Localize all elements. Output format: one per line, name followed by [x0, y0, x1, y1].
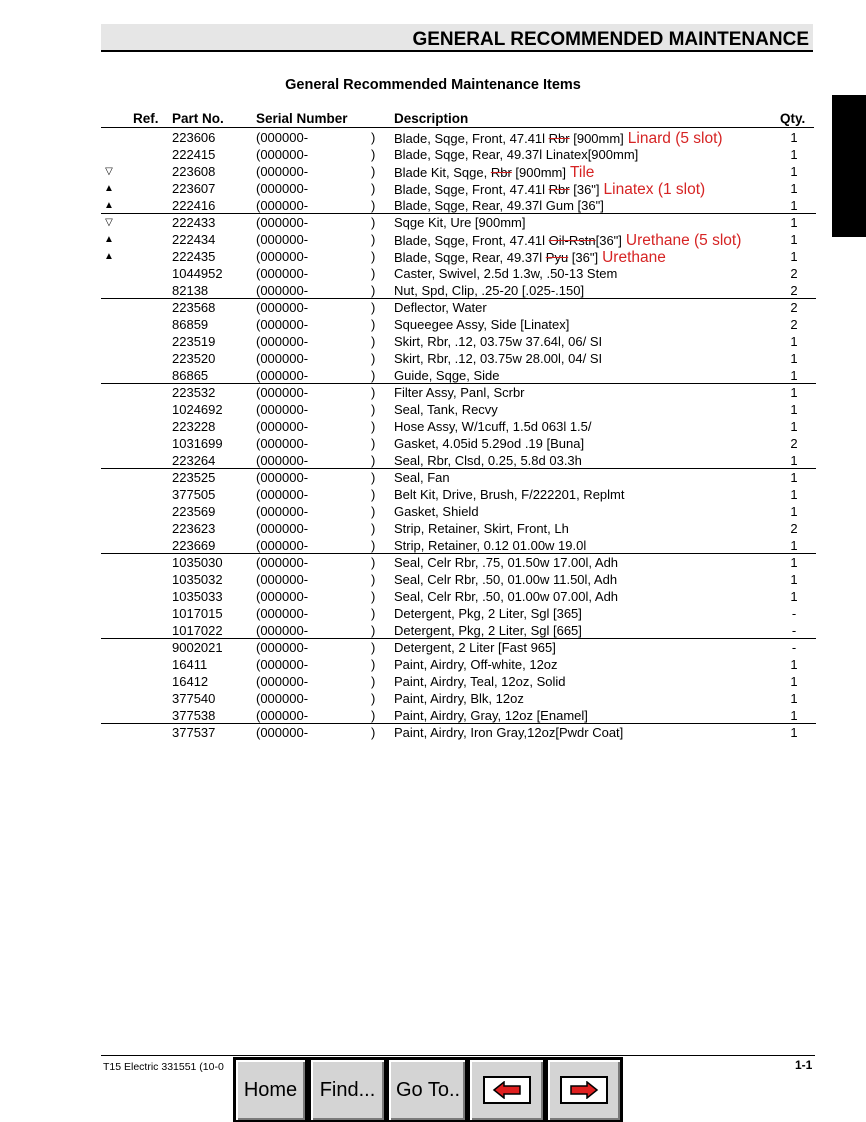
part-number: 16412 — [172, 674, 209, 689]
arrow-right-icon — [560, 1076, 608, 1104]
page-number: 1-1 — [795, 1058, 813, 1072]
description-text: Blade Kit, Sqge, — [394, 165, 491, 180]
group-divider — [101, 723, 816, 724]
serial-number: (000000- — [256, 691, 309, 706]
quantity: 1 — [790, 147, 798, 162]
serial-close: ) — [371, 351, 376, 366]
quantity: 2 — [790, 300, 798, 315]
quantity: 1 — [790, 589, 798, 604]
description-text: Paint, Airdry, Teal, 12oz, Solid — [394, 674, 566, 689]
table-row — [0, 554, 866, 571]
group-divider — [101, 298, 816, 299]
serial-number: (000000- — [256, 266, 309, 281]
description-text: Strip, Retainer, Skirt, Front, Lh — [394, 521, 569, 536]
description — [394, 572, 617, 587]
description — [394, 691, 524, 706]
table-row — [0, 690, 866, 707]
part-number: 1044952 — [172, 266, 223, 281]
part-number: 223608 — [172, 164, 216, 179]
description — [394, 419, 592, 434]
description — [394, 470, 450, 485]
serial-number: (000000- — [256, 436, 309, 451]
description-text: Filter Assy, Panl, Scrbr — [394, 385, 525, 400]
part-number: 86865 — [172, 368, 209, 383]
description-text: Seal, Tank, Recvy — [394, 402, 498, 417]
description — [394, 538, 586, 553]
ref-marker: ▲ — [104, 200, 114, 211]
serial-number: (000000- — [256, 164, 309, 179]
description-text: Nut, Spd, Clip, .25-20 [.025-.150] — [394, 283, 585, 298]
description-text: Paint, Airdry, Off-white, 12oz — [394, 657, 558, 672]
table-row — [0, 571, 866, 588]
table-row — [0, 265, 866, 282]
part-number: 223607 — [172, 181, 216, 196]
serial-number: (000000- — [256, 640, 309, 655]
serial-number: (000000- — [256, 708, 309, 723]
part-number: 1035033 — [172, 589, 223, 604]
description-text: Blade, Sqge, Front, 47.41l — [394, 233, 549, 248]
description-text: Blade, Sqge, Front, 47.41l — [394, 131, 549, 146]
description-text: Detergent, 2 Liter [Fast 965] — [394, 640, 556, 655]
description-text: Seal, Fan — [394, 470, 450, 485]
description — [394, 589, 618, 604]
quantity: 2 — [790, 283, 798, 298]
description-text: Hose Assy, W/1cuff, 1.5d 063l 1.5/ — [394, 419, 592, 434]
part-number: 222435 — [172, 249, 216, 264]
description — [394, 487, 624, 502]
col-serial: Serial Number — [256, 111, 348, 126]
col-part: Part No. — [172, 111, 224, 126]
serial-close: ) — [371, 164, 376, 179]
ref-marker: ▲ — [104, 234, 114, 245]
ref-marker: ▽ — [105, 217, 113, 228]
table-row — [0, 520, 866, 537]
description-suffix: [36"] — [595, 233, 622, 248]
serial-close: ) — [371, 623, 376, 638]
part-number: 1035030 — [172, 555, 223, 570]
part-number: 9002021 — [172, 640, 223, 655]
serial-number: (000000- — [256, 232, 309, 247]
serial-number: (000000- — [256, 198, 309, 213]
part-number: 223519 — [172, 334, 216, 349]
table-row — [0, 384, 866, 401]
table-row — [0, 129, 866, 146]
quantity: 1 — [790, 181, 798, 196]
part-number: 223568 — [172, 300, 216, 315]
table-row — [0, 180, 866, 197]
struck-text: Rbr — [548, 131, 570, 146]
serial-number: (000000- — [256, 130, 309, 145]
serial-number: (000000- — [256, 487, 309, 502]
serial-number: (000000- — [256, 402, 309, 417]
description-text: Deflector, Water — [394, 300, 487, 315]
description-text: Blade, Sqge, Rear, 49.37l Gum [36"] — [394, 198, 604, 213]
part-number: 222433 — [172, 215, 216, 230]
serial-number: (000000- — [256, 504, 309, 519]
quantity: 1 — [790, 674, 798, 689]
description-text: Paint, Airdry, Gray, 12oz [Enamel] — [394, 708, 588, 723]
table-row — [0, 639, 866, 656]
description-text: Belt Kit, Drive, Brush, F/222201, Replmt — [394, 487, 625, 502]
table-row — [0, 282, 866, 299]
serial-number: (000000- — [256, 572, 309, 587]
goto-button[interactable]: Go To.. — [388, 1059, 466, 1121]
ref-marker: ▲ — [104, 251, 114, 262]
description — [394, 555, 618, 570]
serial-number: (000000- — [256, 453, 309, 468]
part-number: 1017015 — [172, 606, 223, 621]
description — [394, 402, 498, 417]
table-row — [0, 350, 866, 367]
quantity: 2 — [790, 266, 798, 281]
part-number: 16411 — [172, 657, 208, 672]
table-row — [0, 486, 866, 503]
description-text: Seal, Celr Rbr, .75, 01.50w 17.00l, Adh — [394, 555, 619, 570]
table-row — [0, 452, 866, 469]
handwritten-annotation: Tile — [569, 164, 595, 181]
description-text: Detergent, Pkg, 2 Liter, Sgl [665] — [394, 623, 582, 638]
description — [394, 147, 638, 162]
description-text: Seal, Celr Rbr, .50, 01.00w 07.00l, Adh — [394, 589, 619, 604]
serial-close: ) — [371, 504, 376, 519]
part-number: 222434 — [172, 232, 216, 247]
description — [394, 453, 582, 468]
part-number: 223606 — [172, 130, 216, 145]
serial-number: (000000- — [256, 623, 309, 638]
serial-close: ) — [371, 555, 376, 570]
serial-number: (000000- — [256, 657, 309, 672]
description — [394, 436, 584, 451]
serial-close: ) — [371, 249, 376, 264]
description-suffix: [900mm] — [511, 165, 566, 180]
quantity: - — [791, 606, 797, 621]
serial-close: ) — [371, 572, 376, 587]
table-row — [0, 299, 866, 316]
table-row — [0, 401, 866, 418]
serial-number: (000000- — [256, 283, 309, 298]
part-number: 223264 — [172, 453, 216, 468]
description-text: Guide, Sqge, Side — [394, 368, 500, 383]
part-number: 1035032 — [172, 572, 223, 587]
description-text: Seal, Celr Rbr, .50, 01.00w 11.50l, Adh — [394, 572, 618, 587]
serial-close: ) — [371, 368, 376, 383]
ref-marker: ▲ — [104, 183, 114, 194]
quantity: 1 — [790, 691, 798, 706]
struck-text: Rbr — [490, 165, 512, 180]
quantity: 1 — [790, 198, 798, 213]
description — [394, 334, 602, 349]
quantity: 2 — [790, 521, 798, 536]
description-text: Paint, Airdry, Iron Gray,12oz[Pwdr Coat] — [394, 725, 624, 740]
quantity: 1 — [790, 708, 798, 723]
serial-number: (000000- — [256, 249, 309, 264]
quantity: 1 — [790, 470, 798, 485]
part-number: 223623 — [172, 521, 216, 536]
table-row — [0, 622, 866, 639]
group-divider — [101, 383, 816, 384]
home-button[interactable]: Home — [235, 1059, 306, 1121]
serial-number: (000000- — [256, 589, 309, 604]
serial-close: ) — [371, 725, 376, 740]
description — [394, 215, 526, 230]
quantity: 1 — [790, 725, 798, 740]
serial-close: ) — [371, 130, 376, 145]
serial-close: ) — [371, 317, 376, 332]
header-rule — [101, 127, 814, 128]
part-number: 377537 — [172, 725, 216, 740]
serial-number: (000000- — [256, 368, 309, 383]
quantity: 1 — [790, 538, 798, 553]
description-text: Blade, Sqge, Rear, 49.37l Linatex[900mm] — [394, 147, 639, 162]
col-qty: Qty. — [780, 111, 806, 126]
group-divider — [101, 213, 816, 214]
serial-number: (000000- — [256, 419, 309, 434]
quantity: 1 — [790, 232, 798, 247]
description — [394, 623, 582, 638]
part-number: 223520 — [172, 351, 216, 366]
quantity: 1 — [790, 351, 798, 366]
table-row — [0, 367, 866, 384]
table-row — [0, 656, 866, 673]
serial-number: (000000- — [256, 317, 309, 332]
table-row — [0, 469, 866, 486]
table-row — [0, 231, 866, 248]
col-ref: Ref. — [133, 111, 159, 126]
serial-close: ) — [371, 334, 376, 349]
part-number: 222415 — [172, 147, 216, 162]
group-divider — [101, 553, 816, 554]
serial-close: ) — [371, 657, 376, 672]
description — [394, 725, 623, 740]
serial-close: ) — [371, 538, 376, 553]
table-row — [0, 333, 866, 350]
serial-close: ) — [371, 385, 376, 400]
part-number: 223669 — [172, 538, 216, 553]
description-text: Detergent, Pkg, 2 Liter, Sgl [365] — [394, 606, 582, 621]
description-text: Blade, Sqge, Rear, 49.37l — [394, 250, 546, 265]
description — [394, 674, 566, 689]
description — [394, 521, 569, 536]
serial-number: (000000- — [256, 674, 309, 689]
description-suffix: [900mm] — [569, 131, 624, 146]
arrow-left-icon — [483, 1076, 531, 1104]
serial-close: ) — [371, 521, 376, 536]
description — [394, 657, 558, 672]
handwritten-annotation: Urethane (5 slot) — [625, 232, 742, 249]
serial-close: ) — [371, 691, 376, 706]
quantity: 2 — [790, 436, 798, 451]
table-row — [0, 248, 866, 265]
quantity: 1 — [790, 334, 798, 349]
quantity: 1 — [790, 504, 798, 519]
table-title: General Recommended Maintenance Items — [285, 77, 581, 93]
description-text: Skirt, Rbr, .12, 03.75w 37.64l, 06/ SI — [394, 334, 603, 349]
serial-number: (000000- — [256, 385, 309, 400]
quantity: 1 — [790, 555, 798, 570]
description-suffix: [36"] — [569, 182, 600, 197]
description — [394, 368, 500, 383]
part-number: 1017022 — [172, 623, 223, 638]
part-number: 377538 — [172, 708, 216, 723]
footer-rule — [101, 1055, 815, 1056]
serial-number: (000000- — [256, 606, 309, 621]
header-bar — [101, 24, 813, 52]
handwritten-annotation: Linard (5 slot) — [627, 130, 723, 147]
struck-text: Oil-Rstn — [548, 233, 596, 248]
table-row — [0, 605, 866, 622]
serial-number: (000000- — [256, 351, 309, 366]
quantity: 1 — [790, 215, 798, 230]
table-row — [0, 503, 866, 520]
table-row — [0, 418, 866, 435]
quantity: - — [791, 623, 797, 638]
serial-close: ) — [371, 674, 376, 689]
quantity: 1 — [790, 402, 798, 417]
part-number: 377505 — [172, 487, 216, 502]
description — [394, 198, 604, 213]
handwritten-annotation: Urethane — [602, 249, 666, 266]
footer-doc-id: T15 Electric 331551 (10-0 — [103, 1061, 224, 1073]
serial-number: (000000- — [256, 725, 309, 740]
table-row — [0, 214, 866, 231]
description — [394, 640, 556, 655]
handwritten-annotation: Linatex (1 slot) — [603, 181, 706, 198]
description-text: Paint, Airdry, Blk, 12oz — [394, 691, 524, 706]
part-number: 82138 — [172, 283, 209, 298]
table-row — [0, 435, 866, 452]
part-number: 222416 — [172, 198, 216, 213]
serial-close: ) — [371, 606, 376, 621]
table-row — [0, 163, 866, 180]
serial-close: ) — [371, 436, 376, 451]
description — [394, 708, 588, 723]
serial-close: ) — [371, 402, 376, 417]
table-row — [0, 197, 866, 214]
table-row — [0, 588, 866, 605]
description — [394, 266, 617, 281]
serial-close: ) — [371, 181, 376, 196]
quantity: 1 — [790, 453, 798, 468]
quantity: 1 — [790, 657, 798, 672]
quantity: 2 — [790, 317, 798, 332]
table-row — [0, 316, 866, 333]
part-number: 223569 — [172, 504, 216, 519]
serial-number: (000000- — [256, 300, 309, 315]
description-suffix: [36"] — [568, 250, 599, 265]
table-row — [0, 537, 866, 554]
part-number: 377540 — [172, 691, 216, 706]
next-page-button[interactable] — [547, 1059, 621, 1121]
serial-close: ) — [371, 232, 376, 247]
description-text: Skirt, Rbr, .12, 03.75w 28.00l, 04/ SI — [394, 351, 603, 366]
prev-page-button[interactable] — [469, 1059, 544, 1121]
description-text: Gasket, Shield — [394, 504, 479, 519]
serial-close: ) — [371, 266, 376, 281]
col-desc: Description — [394, 111, 469, 126]
description-text: Blade, Sqge, Front, 47.41l — [394, 182, 549, 197]
description — [394, 283, 584, 298]
ref-marker: ▽ — [105, 166, 113, 177]
quantity: 1 — [790, 385, 798, 400]
part-number: 1031699 — [172, 436, 223, 451]
quantity: 1 — [790, 368, 798, 383]
struck-text: Pyu — [545, 250, 569, 265]
part-number: 223532 — [172, 385, 216, 400]
description-text: Squeegee Assy, Side [Linatex] — [394, 317, 570, 332]
page-title: GENERAL RECOMMENDED MAINTENANCE — [412, 29, 809, 50]
serial-number: (000000- — [256, 215, 309, 230]
serial-close: ) — [371, 453, 376, 468]
description-text: Sqge Kit, Ure [900mm] — [394, 215, 526, 230]
table-row — [0, 724, 866, 741]
table-row — [0, 707, 866, 724]
description-text: Strip, Retainer, 0.12 01.00w 19.0l — [394, 538, 587, 553]
quantity: 1 — [790, 487, 798, 502]
description-text: Caster, Swivel, 2.5d 1.3w, .50-13 Stem — [394, 266, 618, 281]
part-number: 223525 — [172, 470, 216, 485]
serial-close: ) — [371, 215, 376, 230]
table-row — [0, 146, 866, 163]
part-number: 223228 — [172, 419, 216, 434]
serial-close: ) — [371, 470, 376, 485]
quantity: 1 — [790, 130, 798, 145]
description — [394, 385, 525, 400]
description — [394, 606, 582, 621]
serial-close: ) — [371, 640, 376, 655]
serial-number: (000000- — [256, 470, 309, 485]
serial-close: ) — [371, 419, 376, 434]
quantity: - — [791, 640, 797, 655]
quantity: 1 — [790, 249, 798, 264]
description — [394, 504, 479, 519]
serial-number: (000000- — [256, 521, 309, 536]
quantity: 1 — [790, 572, 798, 587]
serial-close: ) — [371, 147, 376, 162]
part-number: 86859 — [172, 317, 209, 332]
struck-text: Rbr — [548, 182, 570, 197]
group-divider — [101, 638, 816, 639]
serial-number: (000000- — [256, 538, 309, 553]
description — [394, 351, 602, 366]
table-row — [0, 673, 866, 690]
serial-close: ) — [371, 589, 376, 604]
description — [394, 300, 487, 315]
part-number: 1024692 — [172, 402, 223, 417]
quantity: 1 — [790, 164, 798, 179]
serial-number: (000000- — [256, 555, 309, 570]
find-button[interactable]: Find... — [310, 1059, 385, 1121]
serial-number: (000000- — [256, 334, 309, 349]
description-text: Gasket, 4.05id 5.29od .19 [Buna] — [394, 436, 585, 451]
description — [394, 317, 569, 332]
description-text: Seal, Rbr, Clsd, 0.25, 5.8d 03.3h — [394, 453, 582, 468]
serial-number: (000000- — [256, 147, 309, 162]
serial-close: ) — [371, 283, 376, 298]
serial-close: ) — [371, 198, 376, 213]
serial-close: ) — [371, 708, 376, 723]
serial-close: ) — [371, 300, 376, 315]
quantity: 1 — [790, 419, 798, 434]
serial-close: ) — [371, 487, 376, 502]
group-divider — [101, 468, 816, 469]
serial-number: (000000- — [256, 181, 309, 196]
